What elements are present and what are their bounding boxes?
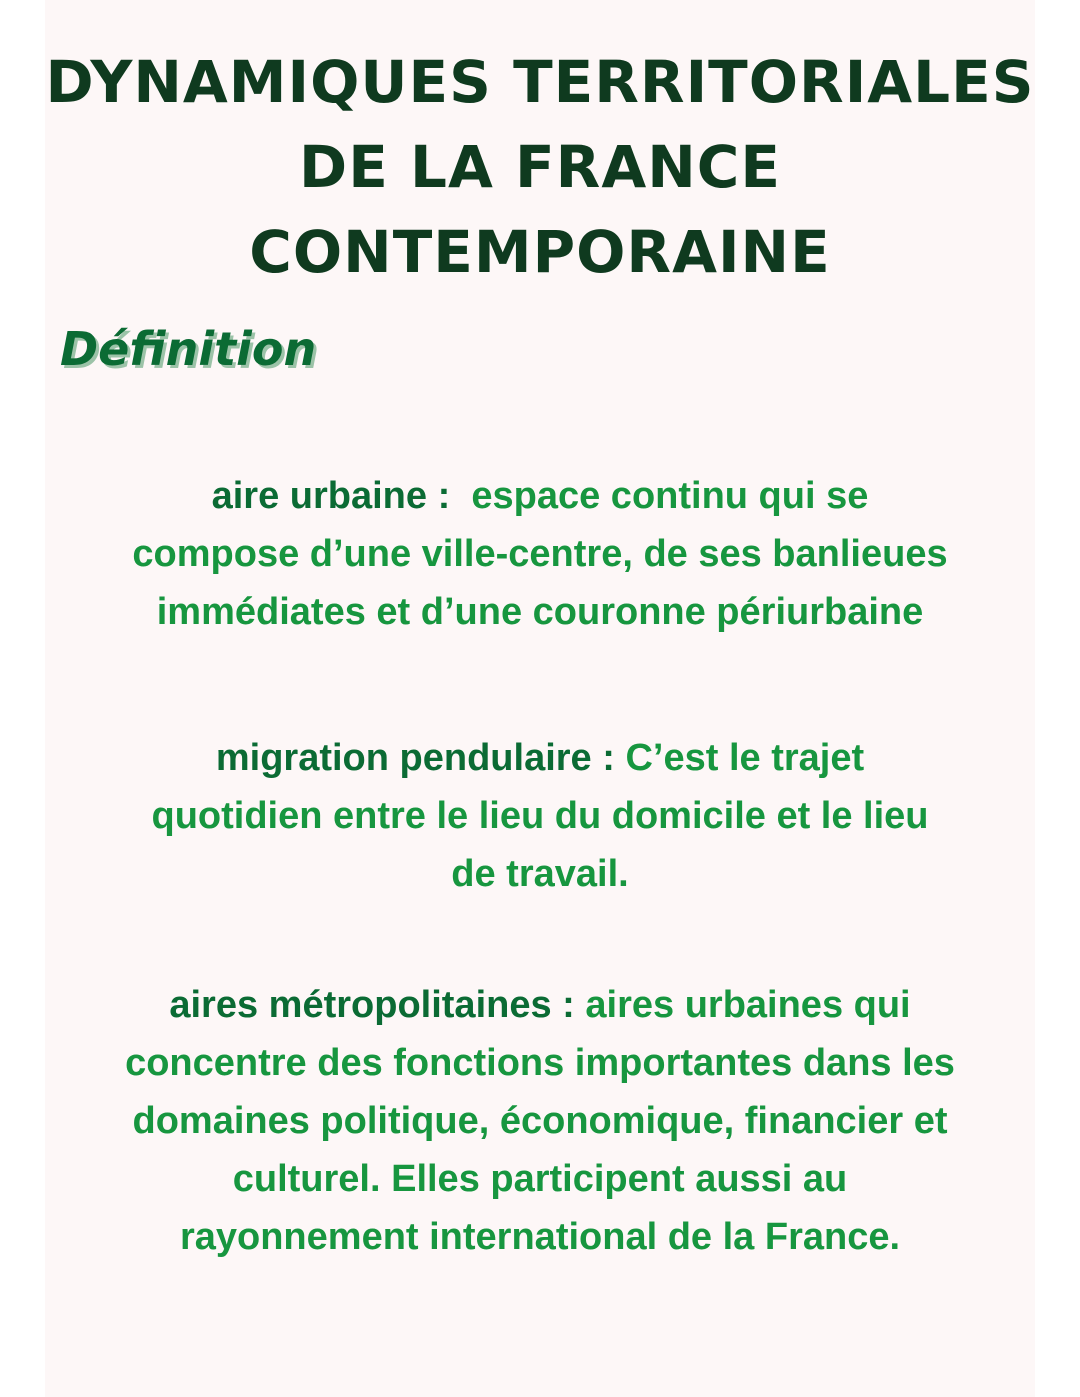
page-title <box>0 40 1080 295</box>
title-line: DE LA FRANCE <box>299 133 781 201</box>
definition-text: espace continu qui se <box>450 475 869 517</box>
definition-term: migration pendulaire : <box>215 737 615 779</box>
title-line: CONTEMPORAINE <box>249 218 831 286</box>
definition-text: aires urbaines qui <box>574 984 911 1026</box>
definition-text: compose d’une ville-centre, de ses banlieues <box>132 533 948 575</box>
definition-text: quotidien entre le lieu du domicile et le lieu <box>151 795 929 837</box>
definition-migration-pendulaire <box>0 729 1080 903</box>
definition-text: C’est le trajet <box>614 737 865 779</box>
definition-term: aire urbaine : <box>211 475 451 517</box>
definition-text: domaines politique, économique, financier et <box>132 1100 948 1142</box>
definition-text: concentre des fonctions importantes dans les <box>125 1042 955 1084</box>
definition-text: immédiates et d’une couronne périurbaine <box>156 591 924 633</box>
definition-text: de travail. <box>451 853 629 895</box>
definition-aires-metropolitaines <box>0 976 1080 1266</box>
definition-text: rayonnement international de la France. <box>179 1216 901 1258</box>
definition-term: aires métropolitaines : <box>169 984 575 1026</box>
section-heading: Définition <box>60 322 317 376</box>
definition-aire-urbaine <box>0 467 1080 641</box>
title-line: DYNAMIQUES TERRITORIALES <box>45 48 1035 116</box>
definition-text: culturel. Elles participent aussi au <box>232 1158 848 1200</box>
